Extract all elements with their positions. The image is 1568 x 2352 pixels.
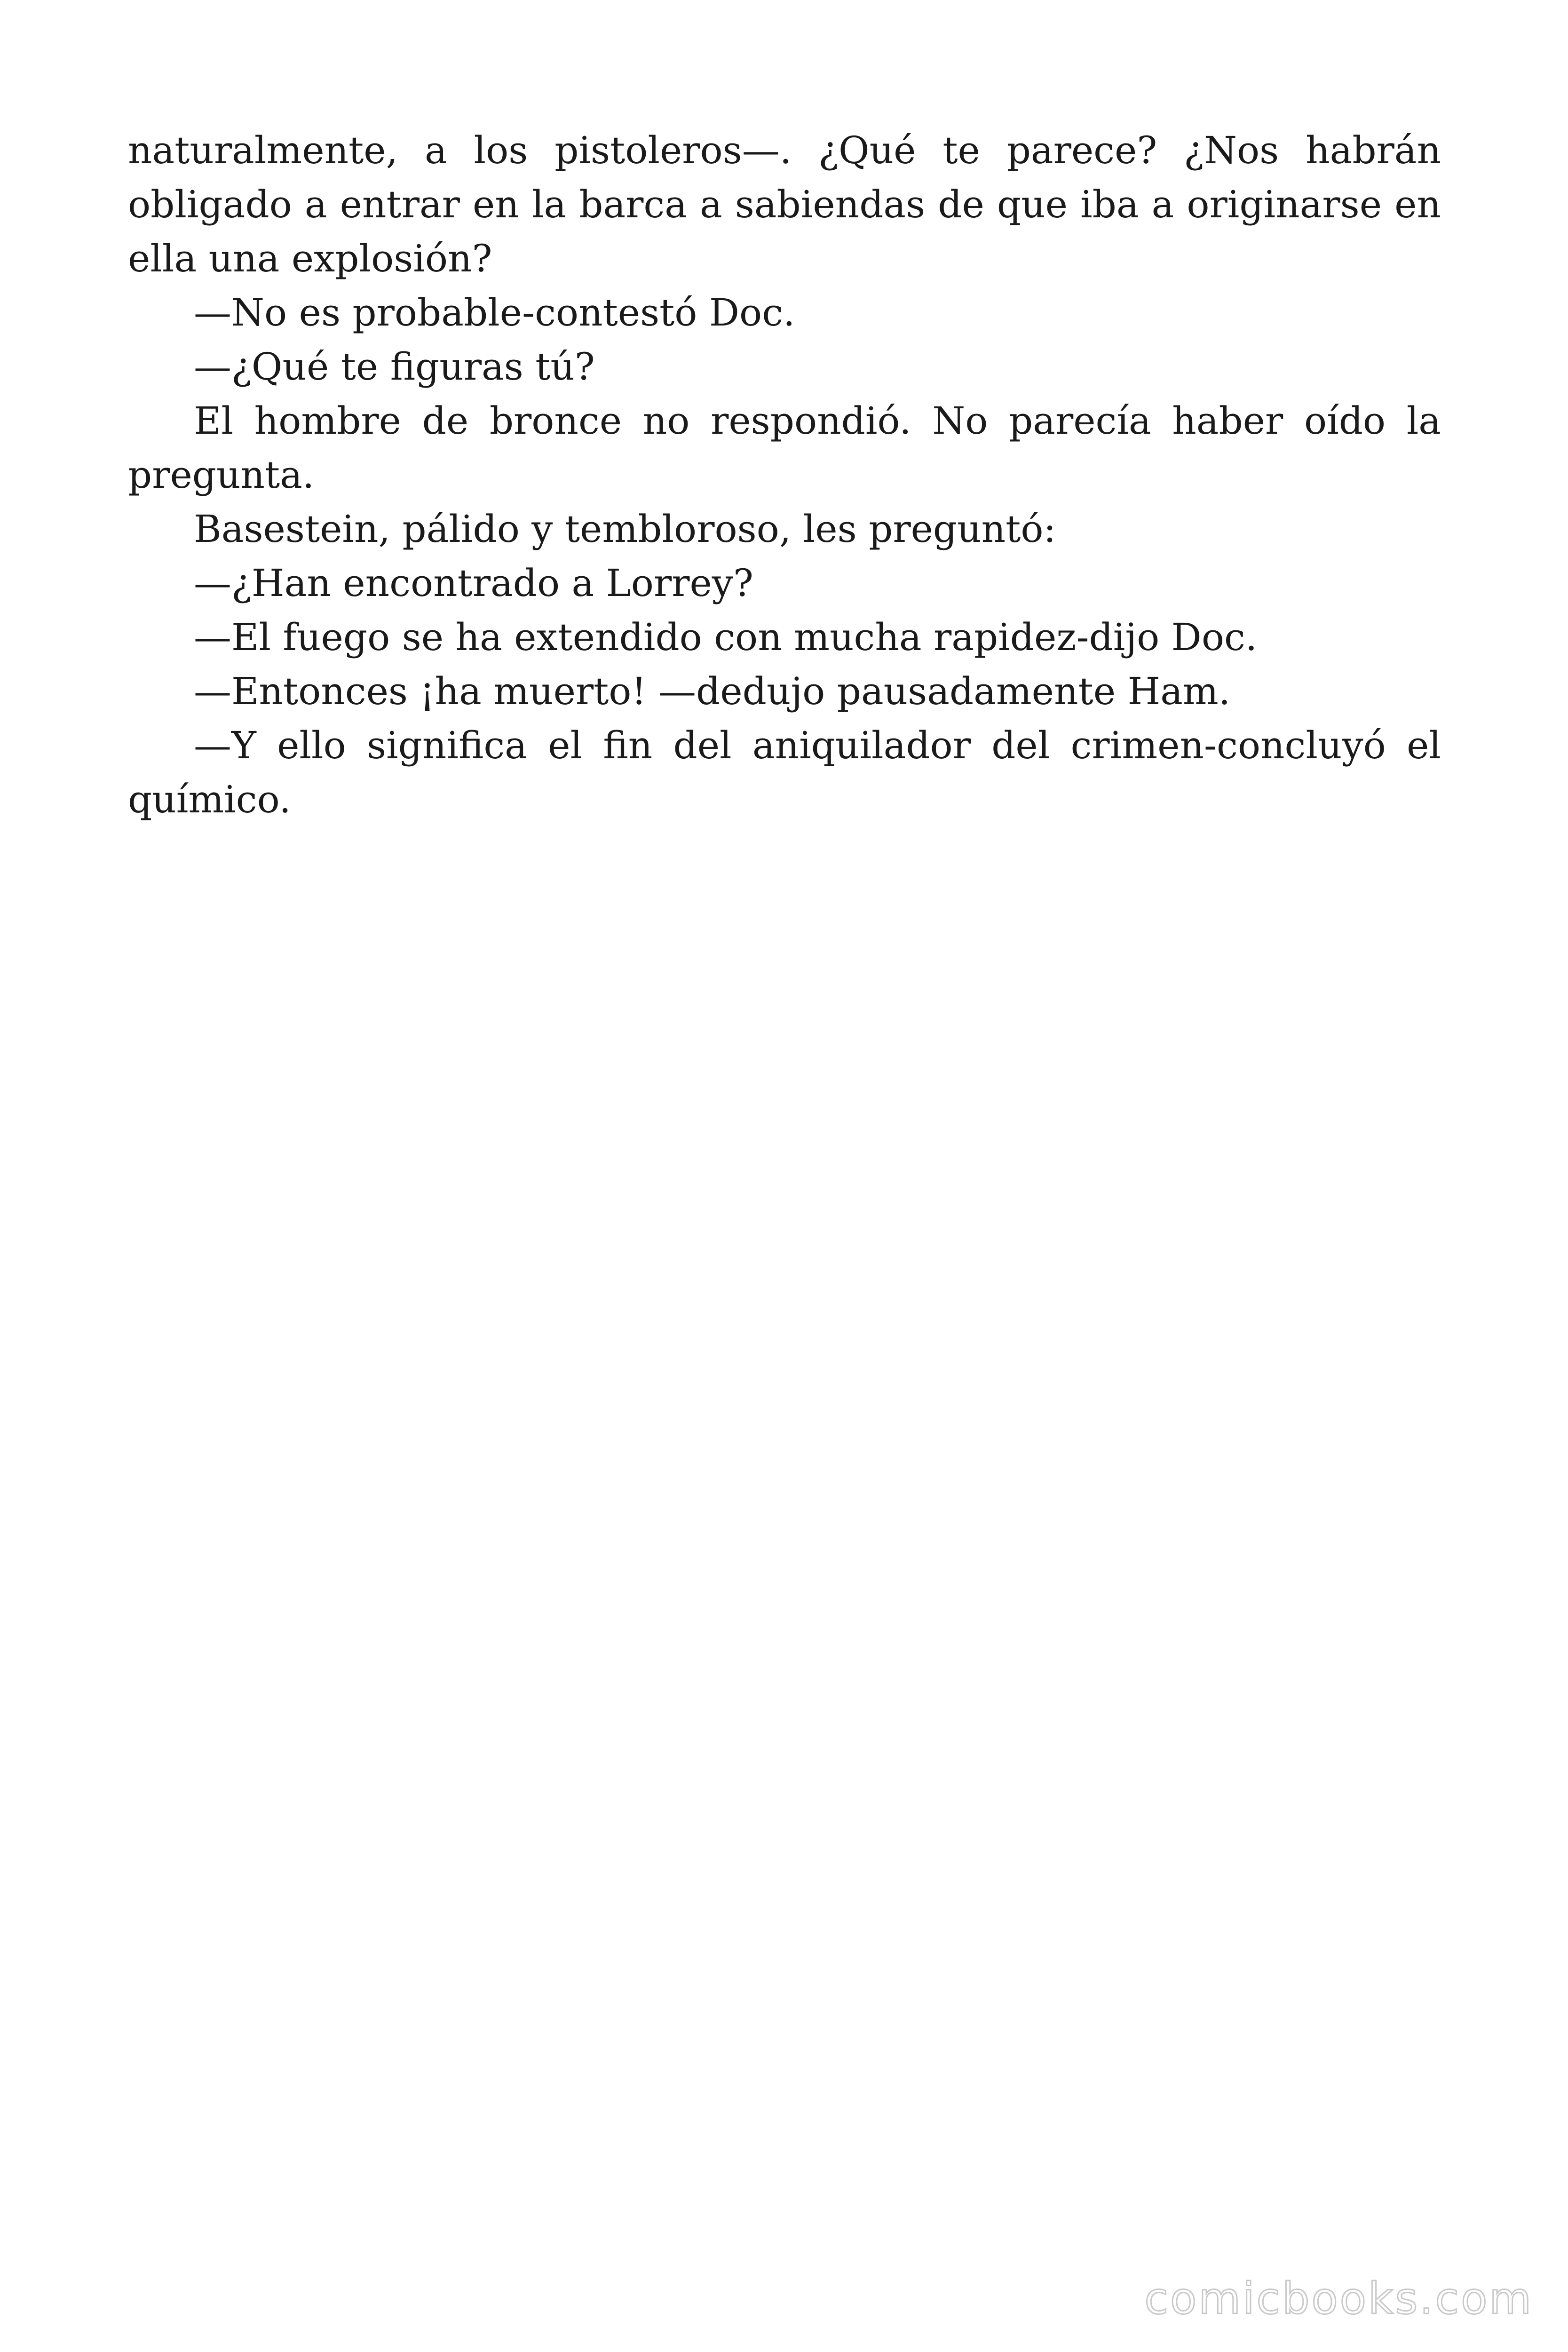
paragraph-dialogue: —Entonces ¡ha muerto! —dedujo pausadamente Ham.: [194, 669, 1231, 713]
watermark-text: comicbooks.com: [1144, 2273, 1533, 2324]
paragraph-dialogue: —¿Han encontrado a Lorrey?: [194, 561, 753, 605]
paragraph-dialogue: —El fuego se ha extendido con mucha rapidez-dijo Doc.: [194, 615, 1258, 659]
body-text: [128, 123, 1441, 826]
paragraph-dialogue: —¿Qué te figuras tú?: [194, 345, 595, 389]
paragraph-dialogue: —Y ello significa el fin del aniquilador del crimen-concluyó el químico.: [128, 723, 1441, 821]
paragraph-continuation: naturalmente, a los pistoleros—. ¿Qué te parece? ¿Nos habrán obligado a entrar en la barca a sabiendas de que iba a originarse en ella una explosión?: [128, 128, 1441, 280]
paragraph-dialogue: —No es probable-contestó Doc.: [194, 291, 795, 334]
paragraph-narration: Basestein, pálido y tembloroso, les preguntó:: [194, 507, 1056, 551]
paragraph-narration: El hombre de bronce no respondió. No parecía haber oído la pregunta.: [128, 399, 1441, 497]
